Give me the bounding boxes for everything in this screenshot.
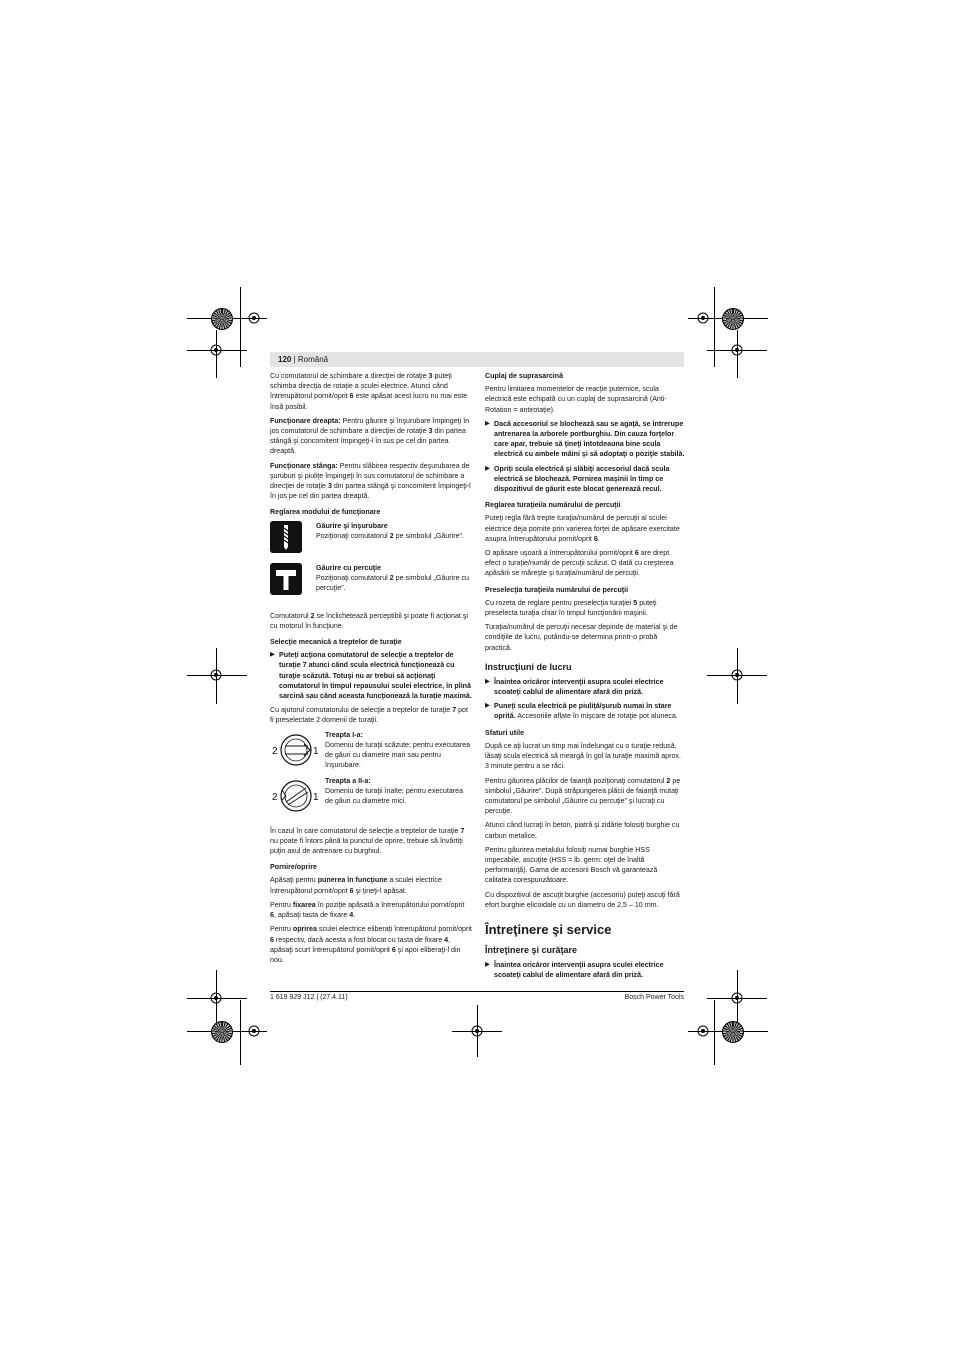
paragraph: Turaţia/numărul de percuţii necesar depinde de material şi de condiţiile de lucru, putându-se determina printr-o probă practică. bbox=[485, 623, 678, 652]
paragraph: Cu comutatorul de schimbare a direcţiei de rotaţie 3 puteţi schimba direcţia de rotaţie a sculei electrice. Atunci când întrerupătorul pornit/oprit 6 este apăsat acest lucru nu mai este însă posibil. bbox=[270, 372, 468, 411]
chapter-heading: Întreţinere şi service bbox=[485, 921, 612, 937]
color-rosette-icon bbox=[211, 308, 233, 330]
crop-mark-line bbox=[240, 1000, 241, 1065]
paragraph: O apăsare uşoară a întrerupătorului pornit/oprit 6 are drept efect o turaţie/număr de percuţii scăzut. O dată cu creşterea apăsării se măreşte şi turaţia/numărul de percuţii. bbox=[485, 549, 674, 578]
paragraph: Funcţionare dreapta: Pentru găurire şi înşurubare împingeţi în jos comutatorul de schimbare a direcţiei de rotaţie 3 din partea stângă şi concomitent împingeţi-l în sus pe cel din partea dreaptă. bbox=[270, 416, 470, 456]
paragraph: Cu rozeta de reglare pentru preselecţia turaţiei 5 puteţi preselecta turaţia chiar în timpul funcţionării maşinii. bbox=[485, 598, 657, 618]
registration-target-icon bbox=[244, 1021, 264, 1041]
crop-mark-line bbox=[714, 1000, 715, 1065]
gear-description: Domeniu de turaţii scăzute; pentru executarea de găuri cu diametre mari sau pentru înşurubare. bbox=[325, 740, 471, 770]
registration-target-icon bbox=[206, 665, 226, 685]
color-rosette-icon bbox=[211, 1021, 233, 1043]
registration-target-icon bbox=[206, 988, 226, 1008]
mode-impact-drilling bbox=[270, 563, 472, 603]
mode-description: Poziţionaţi comutatorul 2 pe simbolul „Găurire”. bbox=[316, 531, 464, 540]
section-heading: Întreţinere şi curăţare bbox=[485, 944, 578, 955]
gear-2 bbox=[270, 776, 472, 820]
warning-bullet: ▶ Înaintea oricăror intervenţii asupra sculei electrice scoateţi cablul de alimentare afară din priză. bbox=[485, 960, 664, 980]
bullet-triangle-icon: ▶ bbox=[485, 419, 490, 427]
header-language: Română bbox=[297, 355, 329, 364]
gear-title: Treapta a II-a: bbox=[325, 776, 371, 785]
gear-selector-diagram-icon bbox=[270, 776, 322, 816]
section-heading: Instrucţiuni de lucru bbox=[485, 661, 572, 672]
crop-mark-line bbox=[240, 287, 241, 367]
page-header: 120 | Română bbox=[278, 355, 329, 364]
footer-rule bbox=[270, 991, 684, 992]
color-rosette-icon bbox=[722, 1021, 744, 1043]
warning-bullet: ▶ Opriţi scula electrică şi slăbiţi accesoriul dacă scula electrică se blochează. Pornirea maşinii în timp ce dispozitivul de găurit este blocat generează recul. bbox=[485, 464, 670, 494]
crop-mark-line bbox=[714, 287, 715, 367]
registration-target-icon bbox=[206, 340, 226, 360]
registration-target-icon bbox=[727, 340, 747, 360]
paragraph: Pentru găurirea metalului folosiţi numai burghie HSS impecabile, ascuţite (HSS = lb. germ: oţel de înaltă performanţă). Gama de accesorii Bosch vă garantează calitatea corespunzătoare. bbox=[485, 845, 658, 885]
drill-bit-icon bbox=[270, 521, 302, 553]
paragraph: Pentru fixarea în poziţie apăsată a întrerupătorului pornit/oprit 6, apăsaţi tasta de fixare 4. bbox=[270, 900, 465, 920]
svg-text:2: 2 bbox=[272, 745, 278, 757]
section-heading: Reglarea turaţiei/a numărului de percuţii bbox=[485, 501, 621, 510]
section-heading: Preselecţia turaţiei/a numărului de percuţii bbox=[485, 585, 629, 594]
registration-target-icon bbox=[693, 308, 713, 328]
registration-target-icon bbox=[244, 308, 264, 328]
paragraph: După ce aţi lucrat un timp mai îndelungat cu o turaţie redusă, lăsaţi scula electrică să meargă în gol la turaţie maximă aprox. 3 minute pentru a se răci. bbox=[485, 741, 681, 771]
mode-title: Găurire şi înşurubare bbox=[316, 521, 388, 530]
warning-bullet: ▶ Dacă accesoriul se blochează sau se agaţă, se întrerupe antrenarea la arborele portburghiu. Din cauza forţelor care apar, trebuie să ţineţi întotdeauna bine scula electrică cu ambele mâini şi să adoptaţi o poziţie stabilă. bbox=[485, 419, 685, 459]
section-heading: Cuplaj de suprasarcină bbox=[485, 372, 564, 380]
warning-bullet: ▶ Puneţi scula electrică pe piuliţă/şurub numai în stare oprită. Accesoriile aflate în mişcare de rotaţie pot aluneca. bbox=[485, 702, 678, 721]
gear-1 bbox=[270, 730, 472, 776]
paragraph: Pentru limitarea momentelor de reacţie puternice, scula electrică este echipată cu un cuplaj de suprasarcină (Anti-Rotation = antirotaţie). bbox=[485, 385, 667, 414]
svg-text:1: 1 bbox=[313, 745, 319, 757]
paragraph: Puteţi regla fără trepte turaţia/numărul de percuţii al sculei electrice deja pornite prin varierea forţei de apăsare exercitate asupra întrerupătorului pornit/oprit 6. bbox=[485, 514, 680, 543]
paragraph: Pentru găurirea plăcilor de faianţă poziţionaţi comutatorul 2 pe simbolul „Găurire”. După străpungerea plăcii de faianţă mutaţi comutatorul pe simbolul „Găurire cu percuţie” şi lucraţi cu percuţie. bbox=[485, 776, 681, 816]
paragraph: Pentru oprirea sculei electrice eliberaţi întrerupătorul pornit/oprit 6 respectiv, dacă acesta a fost blocat cu tasta de fixare 4, apăsaţi scurt întrerupătorul pornit/oprit 6 şi apoi eliberaţi-l din nou. bbox=[270, 925, 472, 964]
mode-description: Poziţionaţi comutatorul 2 pe simbolul „Găurire cu percuţie”. bbox=[316, 573, 469, 593]
warning-bullet: ▶ Puteţi acţiona comutatorul de selecţie a treptelor de turaţie 7 atunci când scula electrică funcţionează cu turaţie scăzută. Totuşi nu ar trebui să acţionaţi comutatorul în timpul repausului sculei electrice, în plină sarcină sau când aceasta funcţionează la turaţie maximă. bbox=[270, 651, 472, 701]
registration-target-icon bbox=[727, 665, 747, 685]
footer-doc-id: 1 619 929 J12 | (27.4.11) bbox=[270, 994, 348, 1001]
page-header-bar bbox=[270, 352, 684, 367]
registration-target-icon bbox=[727, 988, 747, 1008]
bullet-triangle-icon: ▶ bbox=[485, 464, 490, 472]
section-heading: Sfaturi utile bbox=[485, 728, 525, 737]
gear-description: Domeniu de turaţii înalte; pentru executarea de găuri cu diametre mici. bbox=[325, 786, 464, 806]
page-number: 120 bbox=[278, 355, 292, 364]
mode-title: Găurire cu percuţie bbox=[316, 563, 382, 572]
right-column bbox=[485, 371, 685, 984]
footer-brand: Bosch Power Tools bbox=[624, 994, 684, 1001]
color-rosette-icon bbox=[722, 308, 744, 330]
section-heading: Pornire/oprire bbox=[270, 863, 317, 872]
paragraph: Apăsaţi pentru punerea în funcţiune a sculei electrice întrerupătorul pornit/oprit 6 şi ţineţi-l apăsat. bbox=[270, 876, 442, 895]
registration-target-icon bbox=[467, 1021, 487, 1041]
bullet-triangle-icon: ▶ bbox=[485, 960, 490, 968]
paragraph: Cu ajutorul comutatorului de selecţie a treptelor de turaţie 7 pot fi preselectate 2 domenii de turaţii. bbox=[270, 706, 468, 725]
paragraph: În cazul în care comutatorul de selecţie a treptelor de turaţie 7 nu poate fi întors până la punctul de oprire, trebuie să învârtiţi puţin axul de antrenare cu burghiul. bbox=[270, 826, 465, 856]
paragraph: Atunci când lucraţi în beton, piatră şi zidărie folosiţi burghie cu carburi metalice. bbox=[485, 821, 680, 840]
svg-text:2: 2 bbox=[272, 791, 278, 803]
warning-bullet: ▶ Înaintea oricăror intervenţii asupra sculei electrice scoateţi cablul de alimentare afară din priză. bbox=[485, 677, 664, 697]
gear-selector-diagram-icon bbox=[270, 730, 322, 770]
paragraph: Comutatorul 2 se înclichetează perceptibil şi poate fi acţionat şi cu motorul în funcţiune. bbox=[270, 611, 468, 630]
registration-target-icon bbox=[693, 1021, 713, 1041]
paragraph: Funcţionare stânga: Pentru slăbirea respectiv deşurubarea de şuruburi şi piuliţe împingeţi în sus comutatorul de schimbare a direcţiei de rotaţie 3 din partea stângă şi concomitent împingeţi-l în jos pe cel din partea dreaptă. bbox=[270, 461, 471, 501]
section-heading: Reglarea modului de funcţionare bbox=[270, 508, 381, 517]
bullet-triangle-icon: ▶ bbox=[485, 702, 490, 710]
hammer-icon bbox=[270, 563, 302, 595]
gear-title: Treapta I-a: bbox=[325, 730, 363, 739]
left-column bbox=[270, 371, 472, 969]
svg-text:1: 1 bbox=[313, 791, 319, 803]
bullet-triangle-icon: ▶ bbox=[270, 651, 275, 659]
section-heading: Selecţie mecanică a treptelor de turaţie bbox=[270, 638, 402, 647]
mode-drilling bbox=[270, 521, 472, 561]
bullet-triangle-icon: ▶ bbox=[485, 677, 490, 685]
paragraph: Cu dispozitivul de ascuţit burghie (accesoriu) puteţi ascuţi fără efort burghie elicoidale cu un diametru de 2,5 – 10 mm. bbox=[485, 890, 680, 909]
